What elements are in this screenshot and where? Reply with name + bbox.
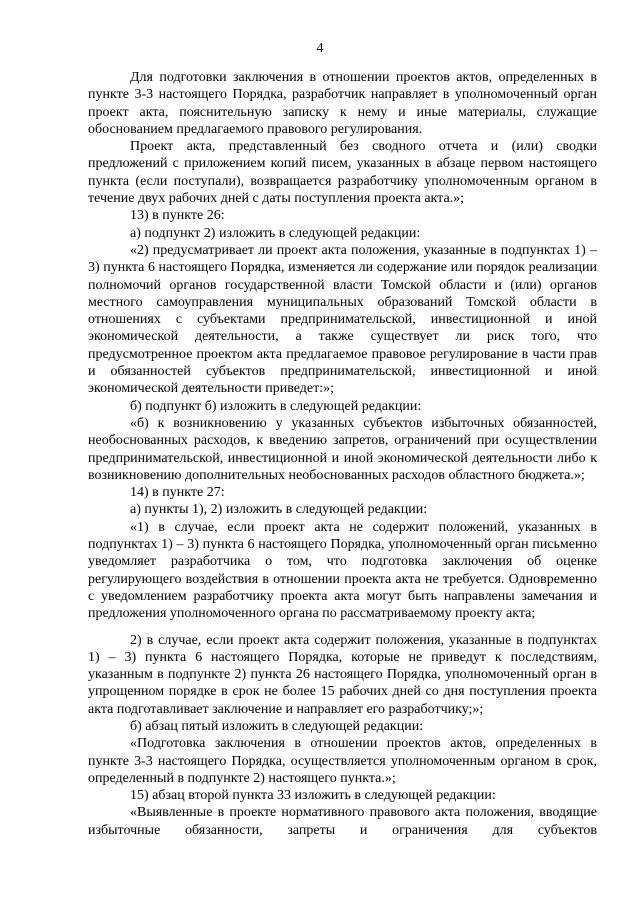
paragraph: 13) в пункте 26: xyxy=(130,208,225,224)
paragraph: 2) в случае, если проект акта содержит положения, указанные в подпунктах 1) – 3) пункта 6 настоящего Порядка, которые не приведут к последствиям, указанным в подпункте 2) пункта 26 настоящего Порядка, уполномоченный орган в упрощенном порядке в срок не более 15 рабочих дней со дня поступления проекта акта подготавливает заключение и направляет его разработчику;»; xyxy=(88,632,597,717)
paragraph: «1) в случае, если проект акта не содержит положений, указанных в подпунктах 1) – 3) пункта 6 настоящего Порядка, уполномоченный орган письменно уведомляет разработчика о том, что подготовка заключения об оценке регулирующего воздействия в отношении проекта акта не требуется. Одновременно с уведомлением разработчику проекта акта могут быть направлены замечания и предложения уполномоченного органа по рассматриваемому проекту акта; xyxy=(88,519,597,622)
paragraph: 14) в пункте 27: xyxy=(130,485,225,501)
page-number: 4 xyxy=(316,41,324,56)
paragraph: «б) к возникновению у указанных субъектов избыточных обязанностей, необоснованных расходов, к введению запретов, ограничений при осуществлении предпринимательской, инвестиционной и иной экономической деятельности либо к возникновению дополнительных необоснованных расходов областного бюджета.»; xyxy=(88,415,597,483)
paragraph: «2) предусматривает ли проект акта положения, указанные в подпунктах 1) – 3) пункта 6 настоящего Порядка, изменяется ли содержание или порядок реализации полномочий органов государственной власти Томской области и (или) органов местного самоуправления муниципальных образований Томской области в отношениях с субъектами предпринимательской, инвестиционной и иной экономической деятельности, а также существует ли риск того, что предусмотренное проектом акта предлагаемое правовое регулирование в части прав и обязанностей субъектов предпринимательской, инвестиционной и иной экономической деятельности приведет:»; xyxy=(88,242,597,397)
paragraph: «Выявленные в проекте нормативного правового акта положения, вводящие избыточные обязанности, запреты и ограничения для субъектов xyxy=(88,805,597,838)
paragraph: а) подпункт 2) изложить в следующей редакции: xyxy=(130,225,421,241)
paragraph: б) подпункт б) изложить в следующей редакции: xyxy=(130,398,422,414)
paragraph: Для подготовки заключения в отношении проектов актов, определенных в пункте 3-3 настоящего Порядка, разработчик направляет в уполномоченный орган проект акта, пояснительную записку к нему и иные материалы, служащие обоснованием предлагаемого правового регулирования. xyxy=(88,70,597,137)
paragraph: «Подготовка заключения в отношении проектов актов, определенных в пункте 3-3 настоящего Порядка, осуществляется уполномоченным органом в срок, определенный в подпункте 2) настоящего пункта.»; xyxy=(88,736,597,786)
paragraph: Проект акта, представленный без сводного отчета и (или) сводки предложений с приложением копий писем, указанных в абзаце первом настоящего пункта (если поступали), возвращается разработчику уполномоченным органом в течение двух рабочих дней с даты поступления проекта акта.»; xyxy=(88,139,597,207)
paragraph: 15) абзац второй пункта 33 изложить в следующей редакции: xyxy=(130,788,496,804)
document-body xyxy=(88,69,597,839)
paragraph: б) абзац пятый изложить в следующей редакции: xyxy=(130,718,424,734)
paragraph: а) пункты 1), 2) изложить в следующей редакции: xyxy=(130,502,428,518)
